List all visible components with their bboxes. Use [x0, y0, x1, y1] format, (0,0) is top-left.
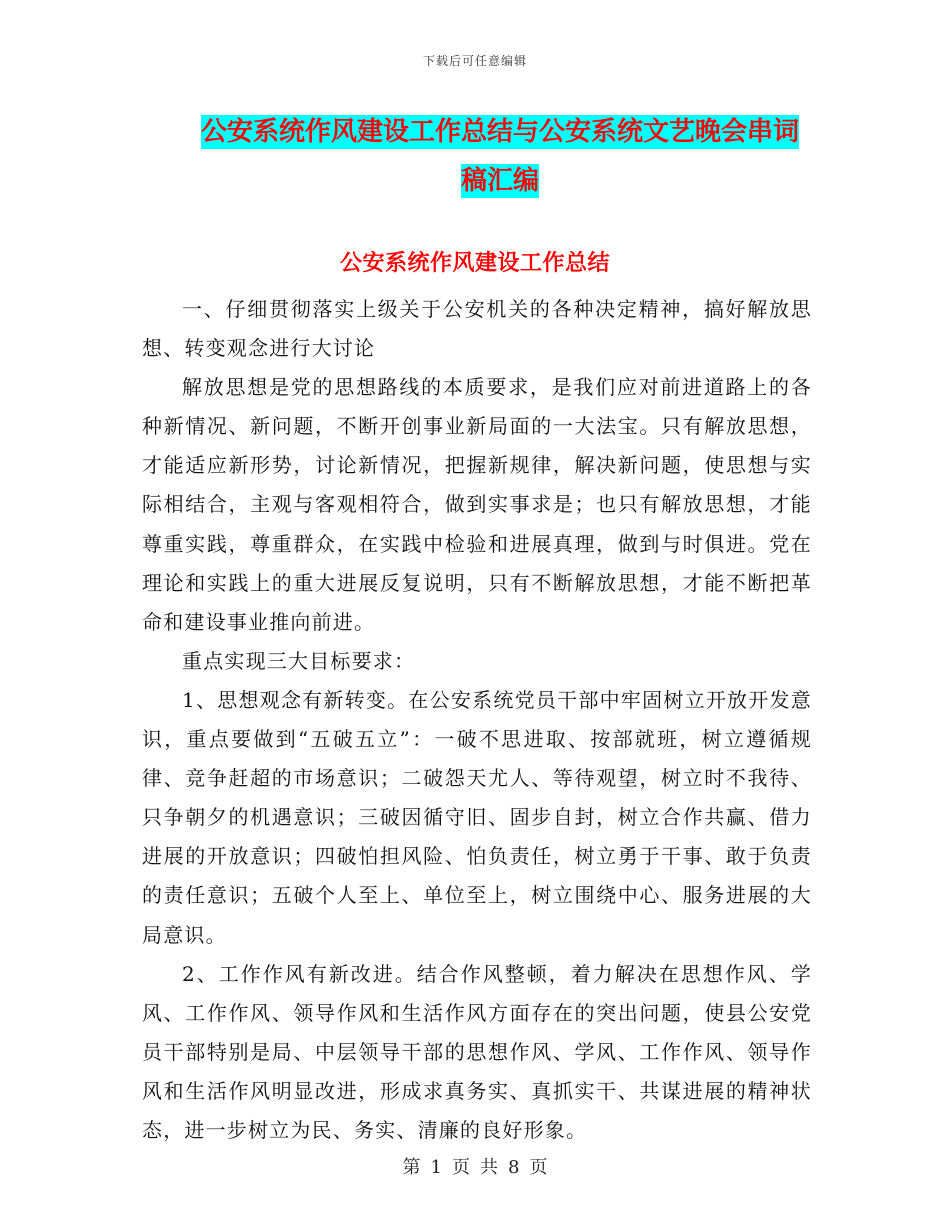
- footer-label-di: 第: [402, 1157, 421, 1178]
- paragraph-body: 解放思想是党的思想路线的本质要求，是我们应对前进道路上的各种新情况、新问题，不断开创事业新局面的一大法宝。只有解放思想，才能适应新形势，讨论新情况，把握新规律，解决新问题，使思想与实际相结合，主观与客观相符合，做到实事求是；也只有解放思想，才能尊重实践，尊重群众，在实践中检验和进展真理，做到与时俱进。党在理论和实践上的重大进展反复说明，只有不断解放思想，才能不断把革命和建设事业推向前进。: [142, 375, 812, 634]
- paragraph-goals-intro: 重点实现三大目标要求：: [182, 648, 416, 673]
- document-title: [150, 108, 850, 206]
- section-title: 公安系统作风建设工作总结: [339, 251, 610, 276]
- footer-label-ye: 页: [452, 1157, 470, 1178]
- footer-label-gong: 共: [480, 1157, 498, 1178]
- paragraph-goal-1: 1、思想观念有新转变。在公安系统党员干部中牢固树立开放开发意识，重点要做到“五破五立”：一破不思进取、按部就班，树立遵循规律、竞争赶超的市场意识；二破怨天尤人、等待观望，树立时不我待、只争朝夕的机遇意识；三破因循守旧、固步自封，树立合作共赢、借力进展的开放意识；四破怕担风险、怕负责任，树立勇于干事、敢于负责的责任意识；五破个人至上、单位至上，树立围绕中心、服务进展的大局意识。: [142, 687, 812, 947]
- paragraph-heading-1: 一、仔细贯彻落实上级关于公安机关的各种决定精神，搞好解放思想、转变观念进行大讨论: [142, 297, 812, 361]
- page-header-note: 下载后可任意编辑: [422, 54, 527, 68]
- paragraph-goal-2: 2、工作作风有新改进。结合作风整顿，着力解决在思想作风、学风、工作作风、领导作风和生活作风方面存在的突出问题，使县公安党员干部特别是局、中层领导干部的思想作风、学风、工作作风、领导作风和生活作风明显改进，形成求真务实、真抓实干、共谋进展的精神状态，进一步树立为民、务实、清廉的良好形象。: [142, 961, 812, 1142]
- footer-total-pages: 8: [508, 1157, 520, 1178]
- document-title-line-2: 稿汇编: [460, 166, 539, 196]
- document-title-line-1: 公安系统作风建设工作总结与公安系统文艺晚会串词: [200, 117, 799, 147]
- document-body: [142, 290, 812, 1150]
- footer-current-page: 1: [430, 1157, 442, 1178]
- footer-label-ye-2: 页: [529, 1157, 548, 1178]
- page-footer: [0, 1153, 950, 1179]
